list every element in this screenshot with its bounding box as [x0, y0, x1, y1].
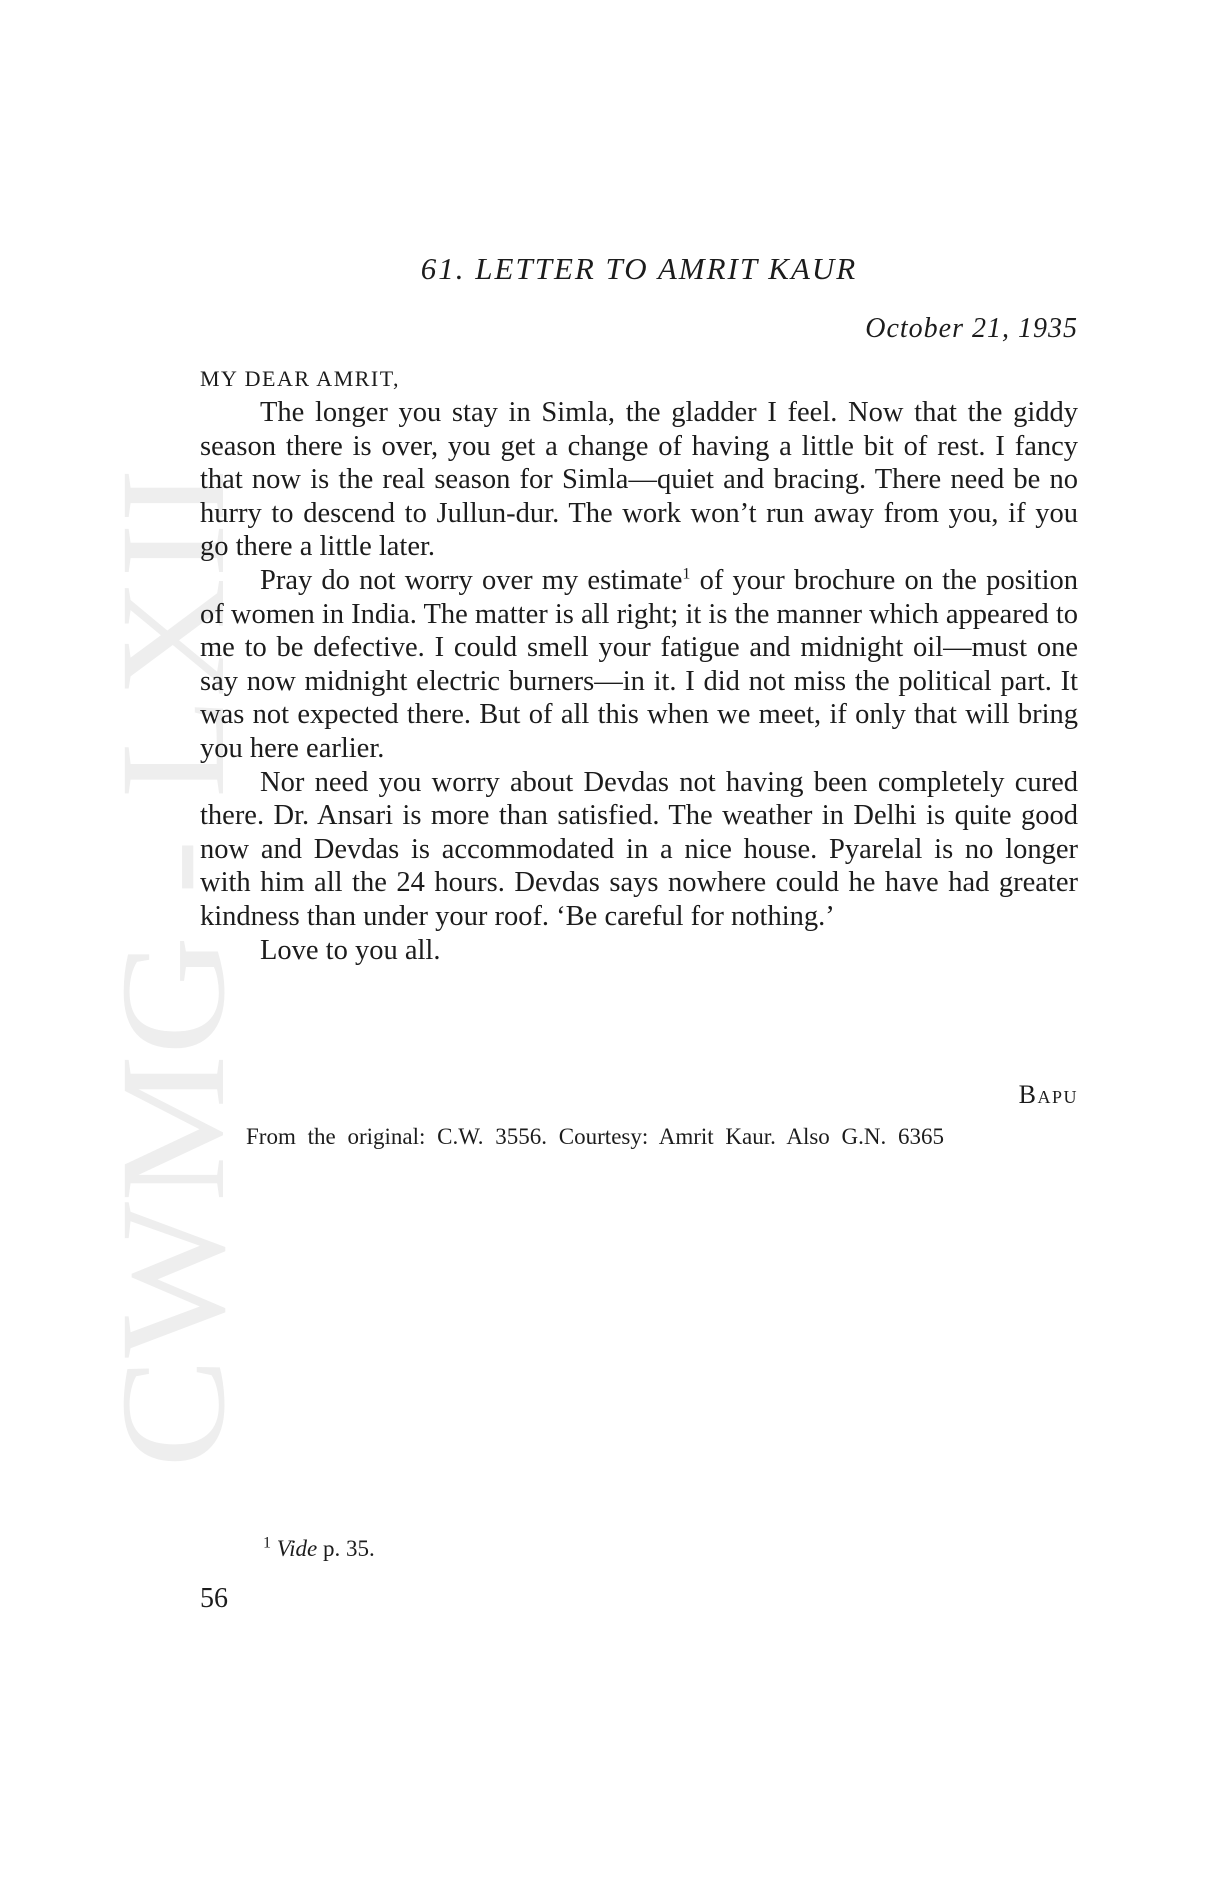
watermark-text: CWMG LXII — [118, 559, 248, 1468]
letter-body — [200, 396, 1078, 967]
letter-title: 61. LETTER TO AMRIT KAUR — [420, 251, 858, 286]
footnote-vide: Vide — [276, 1536, 318, 1561]
signature: Bapu — [1018, 1080, 1078, 1109]
page-number: 56 — [200, 1583, 228, 1614]
salutation: MY DEAR AMRIT, — [200, 366, 401, 391]
paragraph-4: Love to you all. — [260, 934, 441, 966]
paragraph-1: The longer you stay in Simla, the gladder I feel. Now that the giddy season there is over, you get a change of having a little bit of rest. I fancy that now is the real season for Simla—quiet and bracing. There need be no hurry to descend to Jullun-dur. The work won’t run away from you, if you go there a little later. — [200, 397, 1078, 563]
source-note: From the original: C.W. 3556. Courtesy: Amrit Kaur. Also G.N. 6365 — [246, 1124, 945, 1149]
footnote-marker: 1 — [263, 1534, 271, 1552]
footnote-reference: 1 — [682, 565, 691, 583]
paragraph-2 — [200, 564, 1078, 766]
footnote — [263, 1536, 375, 1562]
paragraph-2-text-end: of your brochure on the position of women in India. The matter is all right; it is the manner which appeared to me to be defective. I could smell your fatigue and midnight oil—must one say now midnight electric burners—in it. I did not miss the political part. It was not expected there. But of all this when we meet, if only that will bring you here earlier. — [200, 564, 1078, 764]
footnote-reference-text: p. 35. — [317, 1536, 375, 1561]
paragraph-3: Nor need you worry about Devdas not having been completely cured there. Dr. Ansari is more than satisfied. The weather in Delhi is quite good now and Devdas is accommodated in a nice house. Pyarelal is no longer with him all the 24 hours. Devdas says nowhere could he have had greater kindness than under your roof. ‘Be careful for nothing.’ — [200, 766, 1078, 932]
paragraph-2-text-start: Pray do not worry over my estimate — [260, 564, 683, 596]
letter-date: October 21, 1935 — [865, 313, 1078, 344]
